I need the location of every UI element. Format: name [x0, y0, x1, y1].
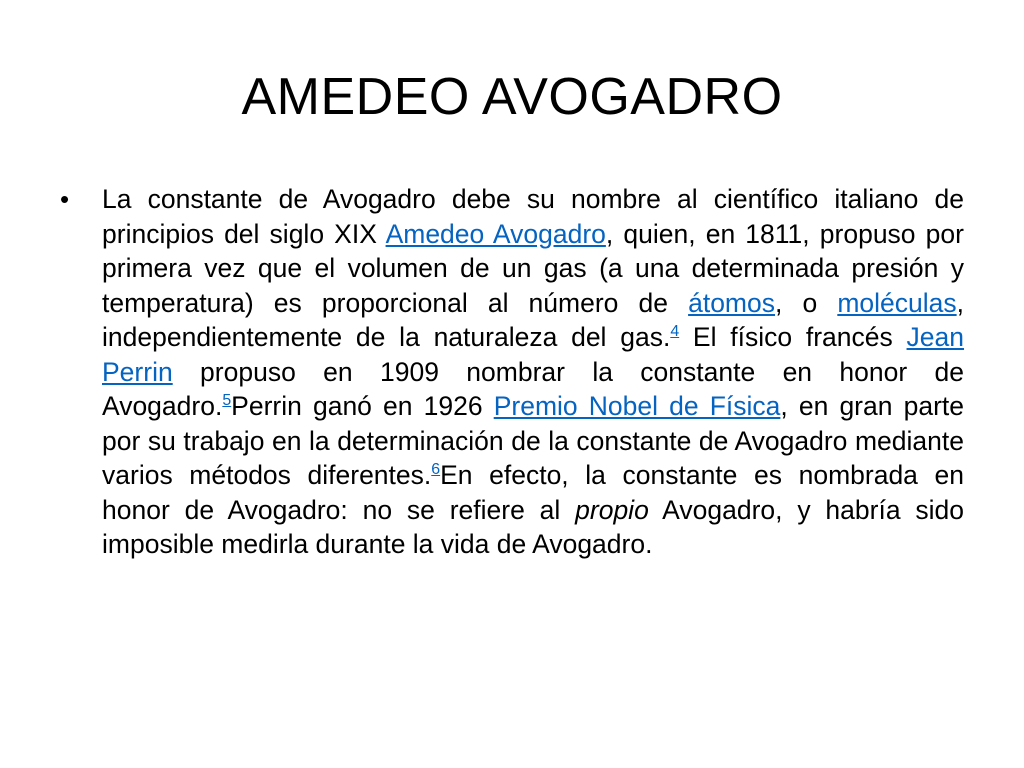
link-atomos[interactable]: átomos — [688, 287, 775, 318]
text-segment: La constante de Avogadro debe su nombre al científico italiano de principios del siglo XIX — [102, 184, 964, 249]
reference-link-6[interactable]: 6 — [431, 461, 441, 479]
link-amedeo-avogadro[interactable]: Amedeo Avogadro — [385, 218, 606, 249]
text-segment: , o — [775, 287, 838, 318]
slide-title: AMEDEO AVOGADRO — [241, 68, 783, 126]
text-segment: , en gran parte por su trabajo en la determinación de la constante de Avogadro mediante varios métodos diferentes. — [102, 391, 964, 490]
link-moleculas[interactable]: moléculas — [837, 287, 957, 318]
text-segment: En efecto, la constante es nombrada en honor de Avogadro: no se refiere al — [102, 460, 964, 525]
text-segment: Avogadro, y habría sido imposible medirla durante la vida de Avogadro. — [102, 494, 964, 559]
bullet-paragraph — [58, 182, 964, 562]
bullet-icon: • — [60, 184, 70, 214]
text-segment: El físico francés — [679, 322, 907, 352]
bullet-list — [58, 182, 964, 562]
reference-link-4[interactable]: 4 — [670, 323, 680, 341]
text-segment: , quien, en 1811, propuso por primera vez que el volumen de un gas (a una determinada presión y temperatura) es proporcional al número de — [102, 218, 964, 318]
emphasis-propio: propio — [575, 494, 649, 525]
link-premio-nobel[interactable]: Premio Nobel de Física — [493, 391, 781, 421]
reference-link-5[interactable]: 5 — [222, 392, 232, 410]
text-segment: propuso en 1909 nombrar la constante en honor de Avogadro. — [102, 356, 964, 421]
text-segment: , independientemente de la naturaleza del gas. — [102, 287, 964, 352]
text-segment: Perrin ganó en 1926 — [231, 391, 494, 421]
link-jean-perrin[interactable]: Jean Perrin — [102, 322, 965, 387]
